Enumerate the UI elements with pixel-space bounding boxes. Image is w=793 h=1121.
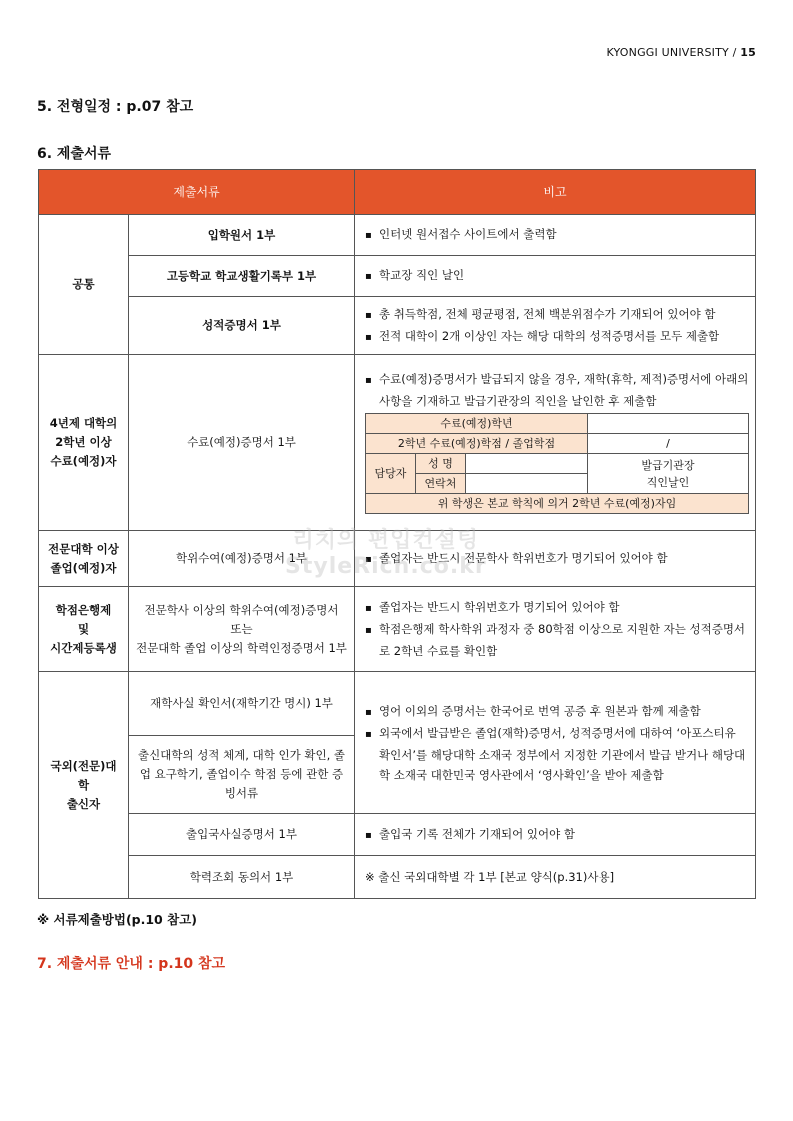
doc-university-evidence: 출신대학의 성적 체계, 대학 인가 확인, 졸업 요구학기, 졸업이수 학점 등에 관한 증빙서류 (129, 736, 355, 814)
section-5-heading: 5. 전형일정 : p.07 참고 (37, 99, 194, 115)
watermark: 리치의 편입컨설팅 StyleRich.co.kr (285, 528, 487, 579)
page-header: KYONGGI UNIVERSITY / 15 (606, 46, 756, 59)
list-item: ▪ 학점은행제 학사학위 과정자 중 80학점 이상으로 지원한 자는 성적증명서로 2학년 수료를 확인함 (365, 619, 749, 661)
table-row (39, 297, 756, 355)
page-number: 15 (740, 46, 756, 59)
list-item: ▪ 학교장 직인 날인 (365, 265, 749, 287)
list-item: ▪ 인터넷 원서접수 사이트에서 출력함 (365, 224, 749, 246)
doc-application: 입학원서 1부 (129, 215, 355, 256)
table-row (39, 587, 756, 672)
list-item: ▪ 총 취득학점, 전체 평균평점, 전체 백분위점수가 기재되어 있어야 함 (365, 304, 749, 326)
category-credit-bank: 학점은행제 및 시간제등록생 (39, 587, 129, 672)
seal-cell: 발급기관장 직인날인 (588, 454, 749, 494)
table-row (39, 672, 756, 736)
section-6-heading: 6. 제출서류 (37, 146, 112, 162)
list-item: ▪ 전적 대학이 2개 이상인 자는 해당 대학의 성적증명서를 모두 제출함 (365, 326, 749, 348)
list-item: ▪ 졸업자는 반드시 전문학사 학위번호가 명기되어 있어야 함 (365, 548, 749, 570)
section-7-heading: 7. 제출서류 안내 : p.10 참고 (37, 956, 226, 972)
doc-verification-consent: 학력조회 동의서 1부 (129, 856, 355, 899)
doc-immigration-record: 출입국사실증명서 1부 (129, 814, 355, 856)
header-remarks: 비고 (355, 170, 756, 215)
table-row (39, 355, 756, 531)
list-item: ▪ 출입국 기록 전체가 기재되어 있어야 함 (365, 824, 749, 846)
category-college: 전문대학 이상 졸업(예정)자 (39, 531, 129, 587)
university-name: KYONGGI UNIVERSITY (606, 46, 729, 59)
submission-method-note: ※ 서류제출방법(p.10 참고) (37, 912, 197, 927)
category-common: 공통 (39, 215, 129, 355)
doc-transcript: 성적증명서 1부 (129, 297, 355, 355)
list-item: ▪ 외국에서 발급받은 졸업(재학)증명서, 성적증명서에 대하여 ‘아포스티유 확인서’를 해당대학 소재국 정부에서 지정한 기관에서 발급 받거나 해당대학 소재국 대한민국 영사관에서 ‘영사확인’을 받아 제출함 (365, 723, 749, 785)
table-row (39, 814, 756, 856)
doc-credit-bank: 전문학사 이상의 학위수여(예정)증명서 또는 전문대학 졸업 이상의 학력인정증명서 1부 (129, 587, 355, 672)
table-row (39, 256, 756, 297)
doc-enrollment-confirmation: 재학사실 확인서(재학기간 명시) 1부 (129, 672, 355, 736)
list-item: ▪ 영어 이외의 증명서는 한국어로 번역 공증 후 원본과 함께 제출함 (365, 701, 749, 723)
table-row (39, 856, 756, 899)
header-documents: 제출서류 (39, 170, 355, 215)
table-row (39, 215, 756, 256)
doc-degree-certificate: 학위수여(예정)증명서 1부 (129, 531, 355, 587)
list-item: ※ 출신 국외대학별 각 1부 [본교 양식(p.31)사용] (365, 870, 615, 884)
completion-form-table: 수료(예정)학년 2학년 수료(예정)학점 / 졸업학점 / 담당자 성 명 발급기관장 직인날인 연락처 위 학생은 본교 학칙에 의거 2학년 수료(예정)자임 (365, 413, 749, 514)
list-item: ▪ 졸업자는 반드시 학위번호가 명기되어 있어야 함 (365, 597, 749, 619)
category-four-year: 4년제 대학의 2학년 이상 수료(예정)자 (39, 355, 129, 531)
list-item: ▪ 수료(예정)증명서가 발급되지 않을 경우, 재학(휴학, 제적)증명서에 아래의 사항을 기재하고 발급기관장의 직인을 날인한 후 제출함 (365, 369, 749, 411)
table-header-row (39, 170, 756, 215)
doc-completion-certificate: 수료(예정)증명서 1부 (129, 355, 355, 531)
category-foreign: 국외(전문)대학 출신자 (39, 672, 129, 899)
doc-school-record: 고등학교 학교생활기록부 1부 (129, 256, 355, 297)
